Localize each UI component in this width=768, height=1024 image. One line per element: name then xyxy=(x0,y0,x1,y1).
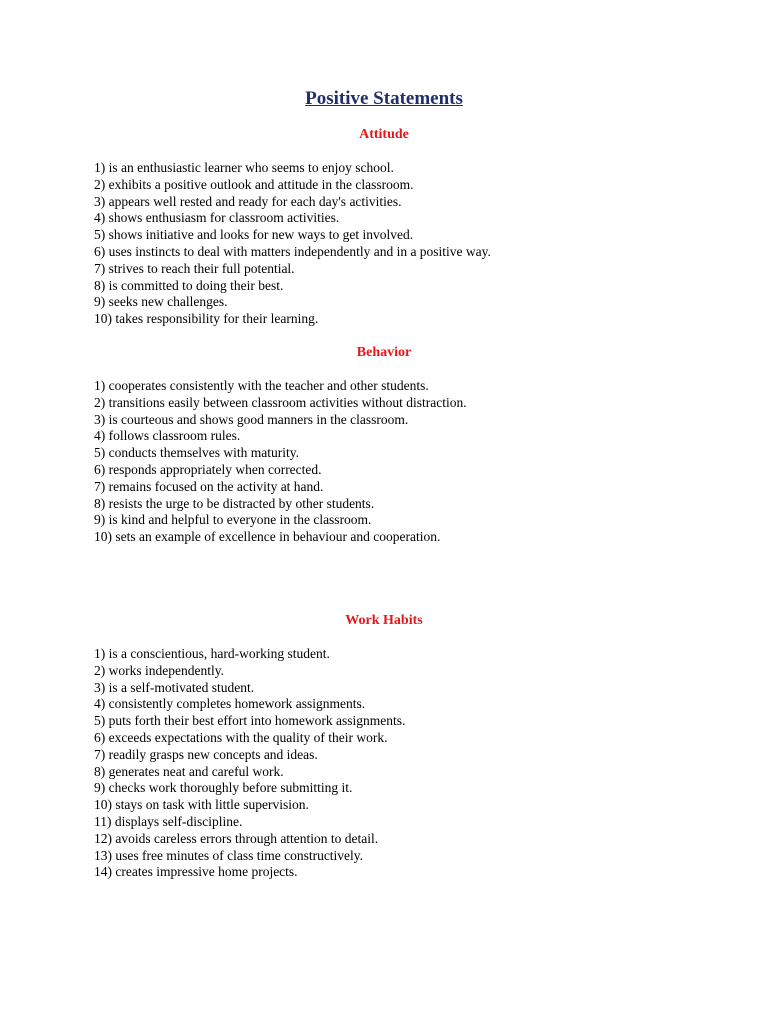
list-item: 2) transitions easily between classroom activities without distraction. xyxy=(94,394,467,410)
list-item: 7) readily grasps new concepts and ideas. xyxy=(94,746,318,762)
list-item: 3) appears well rested and ready for each day's activities. xyxy=(94,193,402,209)
statement-list xyxy=(94,378,467,546)
list-item: 13) uses free minutes of class time constructively. xyxy=(94,847,364,863)
list-item: 10) takes responsibility for their learning. xyxy=(94,311,319,327)
list-item: 6) exceeds expectations with the quality of their work. xyxy=(94,729,388,745)
list-item: 4) consistently completes homework assignments. xyxy=(94,696,366,712)
list-item: 5) puts forth their best effort into homework assignments. xyxy=(94,713,406,729)
page-title: Positive Statements xyxy=(305,88,463,109)
list-item: 8) is committed to doing their best. xyxy=(94,277,284,293)
list-item: 6) responds appropriately when corrected. xyxy=(94,461,322,477)
list-item: 7) remains focused on the activity at hand. xyxy=(94,478,324,494)
section-heading: Behavior xyxy=(356,345,412,360)
list-item: 1) is a conscientious, hard-working student. xyxy=(94,646,330,661)
section-behavior xyxy=(0,344,768,545)
list-item: 3) is a self-motivated student. xyxy=(94,679,255,695)
list-item: 10) stays on task with little supervision. xyxy=(94,797,309,813)
section-attitude xyxy=(0,126,768,327)
statement-list xyxy=(94,646,405,881)
list-item: 4) shows enthusiasm for classroom activities. xyxy=(94,210,340,226)
list-item: 2) exhibits a positive outlook and attitude in the classroom. xyxy=(94,176,414,192)
list-item: 8) resists the urge to be distracted by other students. xyxy=(94,495,375,511)
list-item: 9) is kind and helpful to everyone in the classroom. xyxy=(94,512,372,528)
list-item: 14) creates impressive home projects. xyxy=(94,864,298,880)
list-item: 5) conducts themselves with maturity. xyxy=(94,445,299,461)
list-item: 10) sets an example of excellence in behaviour and cooperation. xyxy=(94,529,441,545)
list-item: 1) cooperates consistently with the teacher and other students. xyxy=(94,378,429,393)
list-item: 9) seeks new challenges. xyxy=(94,294,228,310)
list-item: 4) follows classroom rules. xyxy=(94,428,241,444)
list-item: 8) generates neat and careful work. xyxy=(94,763,284,779)
list-item: 9) checks work thoroughly before submitting it. xyxy=(94,780,353,796)
list-item: 6) uses instincts to deal with matters independently and in a positive way. xyxy=(94,243,491,259)
list-item: 1) is an enthusiastic learner who seems to enjoy school. xyxy=(94,160,394,175)
list-item: 11) displays self-discipline. xyxy=(94,813,243,829)
list-item: 2) works independently. xyxy=(94,662,224,678)
section-work-habits xyxy=(0,612,768,880)
statement-list xyxy=(94,160,491,328)
list-item: 12) avoids careless errors through attention to detail. xyxy=(94,830,379,846)
list-item: 5) shows initiative and looks for new ways to get involved. xyxy=(94,227,414,243)
list-item: 7) strives to reach their full potential. xyxy=(94,260,295,276)
list-item: 3) is courteous and shows good manners in the classroom. xyxy=(94,411,409,427)
section-heading: Work Habits xyxy=(345,613,423,628)
section-heading: Attitude xyxy=(359,127,409,142)
